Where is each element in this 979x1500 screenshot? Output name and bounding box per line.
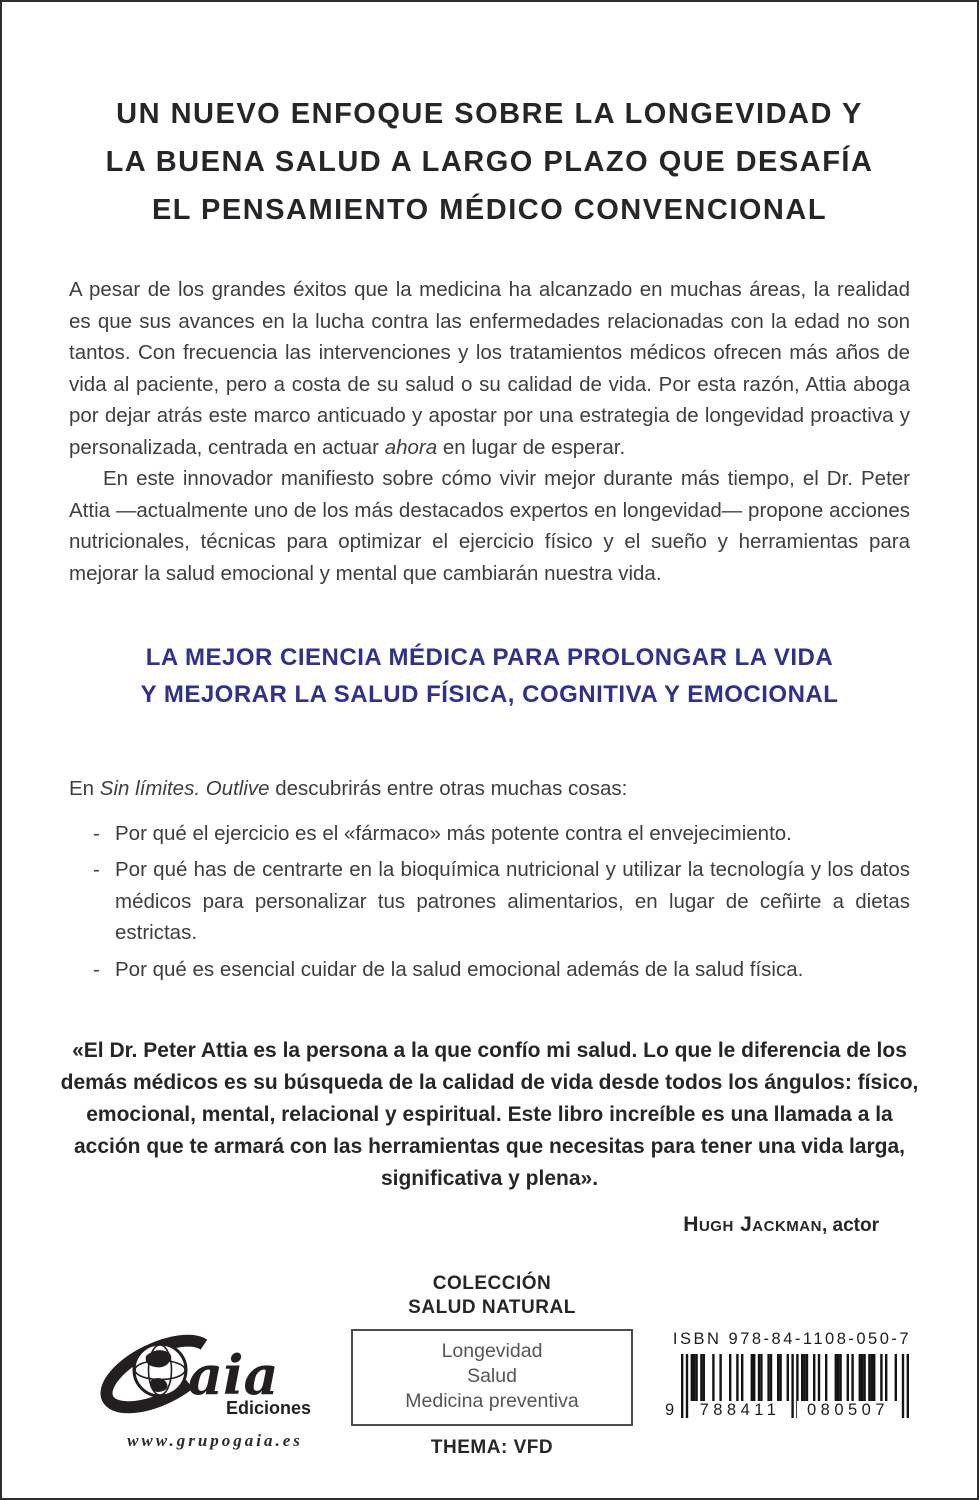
quote-attribution: [2, 1213, 977, 1237]
discover-lead-start: En: [69, 777, 100, 800]
gaia-ediciones-logo: [96, 1332, 334, 1424]
thema-code: THEMA: VFD: [430, 1437, 554, 1458]
collection-title-line-1: COLECCIÓN: [432, 1273, 552, 1294]
barcode-digit-prefix: 9: [665, 1401, 679, 1420]
quote-author-role: , actor: [821, 1215, 879, 1236]
barcode-digit-group-2: 080507: [797, 1401, 899, 1420]
globe-icon: [134, 1344, 186, 1396]
discover-lead: [69, 773, 910, 805]
synopsis-p1-end: en lugar de esperar.: [437, 435, 626, 459]
isbn-label: ISBN 978-84-1108-050-7: [672, 1330, 912, 1348]
quote-author-name: Hugh Jackman: [683, 1213, 822, 1236]
discover-section: [69, 773, 910, 985]
synopsis-p1-text: A pesar de los grandes éxitos que la medicina ha alcanzado en muchas áreas, la realidad es que sus avances en la lucha contra las enfermedades relacionadas con la edad no son tantos. Con frecuencia las intervenciones y los tratamientos médicos ofrecen más años de vida al paciente, pero a costa de su salud o su calidad de vida. Por esta razón, Attia aboga por dejar atrás este marco anticuado y apostar por una estrategia de longevidad proactiva y personalizada, centrada en actuar: [69, 278, 910, 459]
publisher-website: www.grupogaia.es: [127, 1431, 303, 1450]
tagline: [2, 639, 977, 713]
headline-line-3: EL PENSAMIENTO MÉDICO CONVENCIONAL: [151, 194, 828, 226]
endorsement-quote: «El Dr. Peter Attia es la persona a la que confío mi salud. Lo que le diferencia de los demás médicos es su búsqueda de la calidad de vida desde todos los ángulos: físico, emocional, mental, relacional y espiritual. Este libro increíble es una llamada a la acción que te armará con las herramientas que necesitas para tener una vida larga, significativa y plena».: [60, 1039, 919, 1190]
bullet-dash-icon: -: [93, 821, 100, 845]
barcode-digits: [665, 1402, 919, 1420]
list-item: [69, 818, 910, 850]
bullet-dash-icon: -: [93, 957, 100, 981]
collection-title-line-2: SALUD NATURAL: [408, 1297, 576, 1318]
collection-topic: Salud: [467, 1365, 517, 1387]
publisher-block: [90, 1332, 340, 1451]
synopsis-paragraph-1: [69, 274, 910, 463]
tagline-line-2: Y MEJORAR LA SALUD FÍSICA, COGNITIVA Y EMOCIONAL: [140, 681, 839, 708]
headline-line-1: UN NUEVO ENFOQUE SOBRE LA LONGEVIDAD Y: [116, 98, 863, 130]
discover-lead-end: descubrirás entre otras muchas cosas:: [269, 777, 628, 800]
headline: [2, 90, 977, 234]
discover-bullet-list: [69, 818, 910, 986]
publisher-name-text: aia: [188, 1343, 279, 1407]
list-item: [69, 854, 910, 949]
barcode: [665, 1354, 919, 1420]
synopsis-paragraph-2: En este innovador manifiesto sobre cómo vivir mejor durante más tiempo, el Dr. Peter Attia —actualmente uno de los más destacados expertos en longevidad— propone acciones nutricionales, técnicas para optimizar el ejercicio físico y el sueño y herramientas para mejorar la salud emocional y mental que cambiarán nuestra vida.: [69, 467, 910, 585]
tagline-line-1: LA MEJOR CIENCIA MÉDICA PARA PROLONGAR LA VIDA: [145, 644, 834, 671]
list-item: [69, 954, 910, 986]
bullet-text: Por qué es esencial cuidar de la salud emocional además de la salud física.: [115, 957, 804, 981]
collection-topic: Longevidad: [441, 1340, 543, 1362]
headline-line-2: LA BUENA SALUD A LARGO PLAZO QUE DESAFÍA: [105, 146, 874, 178]
bullet-text: Por qué el ejercicio es el «fármaco» más potente contra el envejecimiento.: [115, 821, 792, 845]
discover-lead-book-title: Sin límites. Outlive: [99, 777, 270, 800]
synopsis: [69, 274, 910, 589]
collection-block: [331, 1272, 653, 1459]
collection-topic: Medicina preventiva: [405, 1390, 579, 1412]
isbn-block: [654, 1330, 930, 1420]
bullet-dash-icon: -: [93, 858, 100, 881]
barcode-digit-group-1: 788411: [689, 1401, 791, 1420]
bullet-text: Por qué has de centrarte en la bioquímica nutricional y utilizar la tecnología y los datos médicos para personalizar tus patrones alimentarios, en lugar de ceñirte a dietas estrictas.: [115, 858, 910, 944]
synopsis-p1-italic: ahora: [384, 435, 438, 459]
publisher-imprint-text: Ediciones: [226, 1398, 312, 1418]
collection-topics-box: [351, 1329, 633, 1426]
